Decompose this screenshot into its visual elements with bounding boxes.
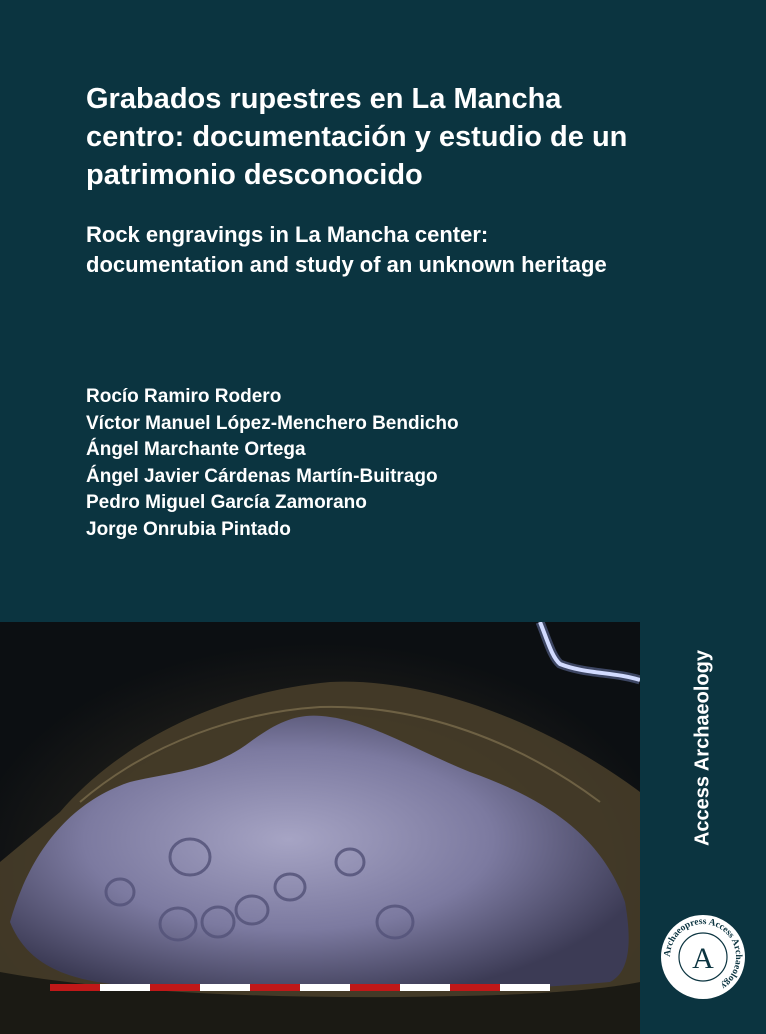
rock-engraving-photo — [0, 622, 640, 1034]
author-name: Rocío Ramiro Rodero — [86, 386, 282, 407]
author-name: Víctor Manuel López-Menchero Bendicho — [86, 412, 459, 434]
archaeopress-seal-icon — [658, 912, 748, 1002]
spanish-title: Grabados rupestres en La Mancha centro: documentación y estudio de un patrimonio desconocido — [86, 83, 628, 191]
seal-letter: A — [692, 942, 714, 975]
author-name: Ángel Javier Cárdenas Martín-Buitrago — [86, 465, 438, 487]
author-list — [86, 384, 459, 543]
author-name: Jorge Onrubia Pintado — [86, 518, 291, 540]
seal-ring-text: Archaeopress Access Archaeology — [662, 916, 744, 991]
series-name: Access Archaeology — [691, 649, 714, 847]
author-name: Ángel Marchante Ortega — [86, 439, 306, 460]
author-name: Pedro Miguel García Zamorano — [86, 492, 367, 513]
english-title: Rock engravings in La Mancha center: documentation and study of an unknown heritage — [86, 222, 607, 277]
